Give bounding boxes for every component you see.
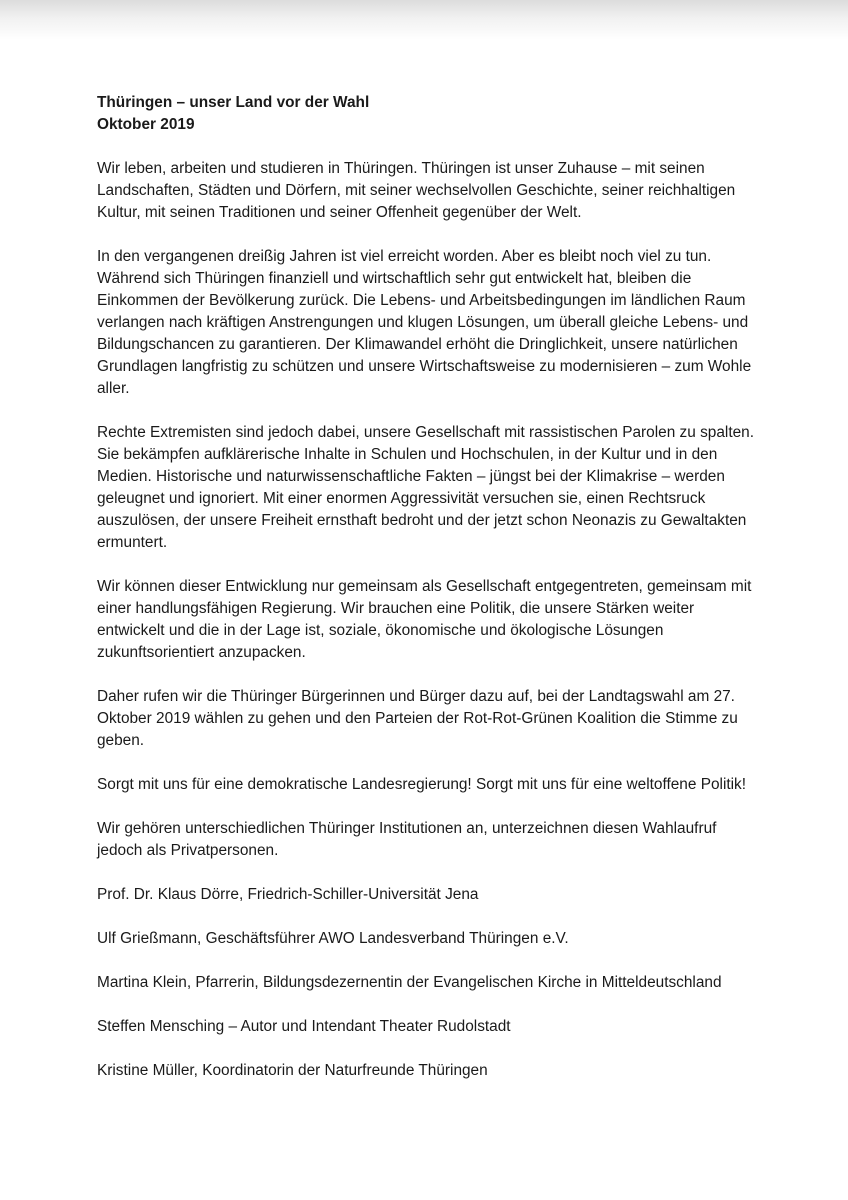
document-title: Thüringen – unser Land vor der Wahl: [97, 94, 370, 111]
paragraph: Wir können dieser Entwicklung nur gemeinsam als Gesellschaft entgegentreten, gemeinsam mit einer handlungsfähigen Regierung. Wir brauchen eine Politik, die unsere Stärken weiter entwickelt und die in der Lage ist, soziale, ökonomische und ökologische Lösungen zukunftsorientiert anzupacken.: [97, 578, 752, 661]
paragraph: Wir gehören unterschiedlichen Thüringer Institutionen an, unterzeichnen diesen Wahlaufruf jedoch als Privatpersonen.: [97, 820, 717, 859]
document-date: Oktober 2019: [97, 116, 195, 133]
paragraph: Sorgt mit uns für eine demokratische Landesregierung! Sorgt mit uns für eine weltoffene Politik!: [97, 776, 747, 793]
paragraph: In den vergangenen dreißig Jahren ist viel erreicht worden. Aber es bleibt noch viel zu tun. Während sich Thüringen finanziell und wirtschaftlich sehr gut entwickelt hat, bleiben die Einkommen der Bevölkerung zurück. Die Lebens- und Arbeitsbedingungen im ländlichen Raum verlangen nach kräftigen Anstrengungen und klugen Lösungen, um überall gleiche Lebens- und Bildungschancen zu garantieren. Der Klimawandel erhöht die Dringlichkeit, unsere natürlichen Grundlagen langfristig zu schützen und unsere Wirtschaftsweise zu modernisieren – zum Wohle aller.: [97, 248, 752, 397]
signatory: Martina Klein, Pfarrerin, Bildungsdezernentin der Evangelischen Kirche in Mitteldeutschland: [97, 974, 722, 991]
signatory-list: [97, 884, 757, 1082]
paragraph: Rechte Extremisten sind jedoch dabei, unsere Gesellschaft mit rassistischen Parolen zu spalten. Sie bekämpfen aufklärerische Inhalte in Schulen und Hochschulen, in der Kultur und in den Medien. Historische und naturwissenschaftliche Fakten – jüngst bei der Klimakrise – werden geleugnet und ignoriert. Mit einer enormen Aggressivität versuchen sie, einen Rechtsruck auszulösen, der unsere Freiheit ernsthaft bedroht und der jetzt schon Neonazis zu Gewaltakten ermuntert.: [97, 424, 754, 551]
signatory: Kristine Müller, Koordinatorin der Naturfreunde Thüringen: [97, 1062, 488, 1079]
signatory: Steffen Mensching – Autor und Intendant Theater Rudolstadt: [97, 1018, 511, 1035]
document-page: [97, 92, 757, 1104]
document-header: [97, 92, 757, 136]
paragraph: Daher rufen wir die Thüringer Bürgerinnen und Bürger dazu auf, bei der Landtagswahl am 27. Oktober 2019 wählen zu gehen und den Parteien der Rot-Rot-Grünen Koalition die Stimme zu geben.: [97, 688, 738, 749]
signatory: Ulf Grießmann, Geschäftsführer AWO Landesverband Thüringen e.V.: [97, 930, 569, 947]
signatory: Prof. Dr. Klaus Dörre, Friedrich-Schiller-Universität Jena: [97, 886, 479, 903]
paragraph: Wir leben, arbeiten und studieren in Thüringen. Thüringen ist unser Zuhause – mit seinen Landschaften, Städten und Dörfern, mit seiner wechselvollen Geschichte, seiner reichhaltigen Kultur, mit seinen Traditionen und seiner Offenheit gegenüber der Welt.: [97, 160, 736, 221]
top-shadow: [0, 0, 848, 40]
